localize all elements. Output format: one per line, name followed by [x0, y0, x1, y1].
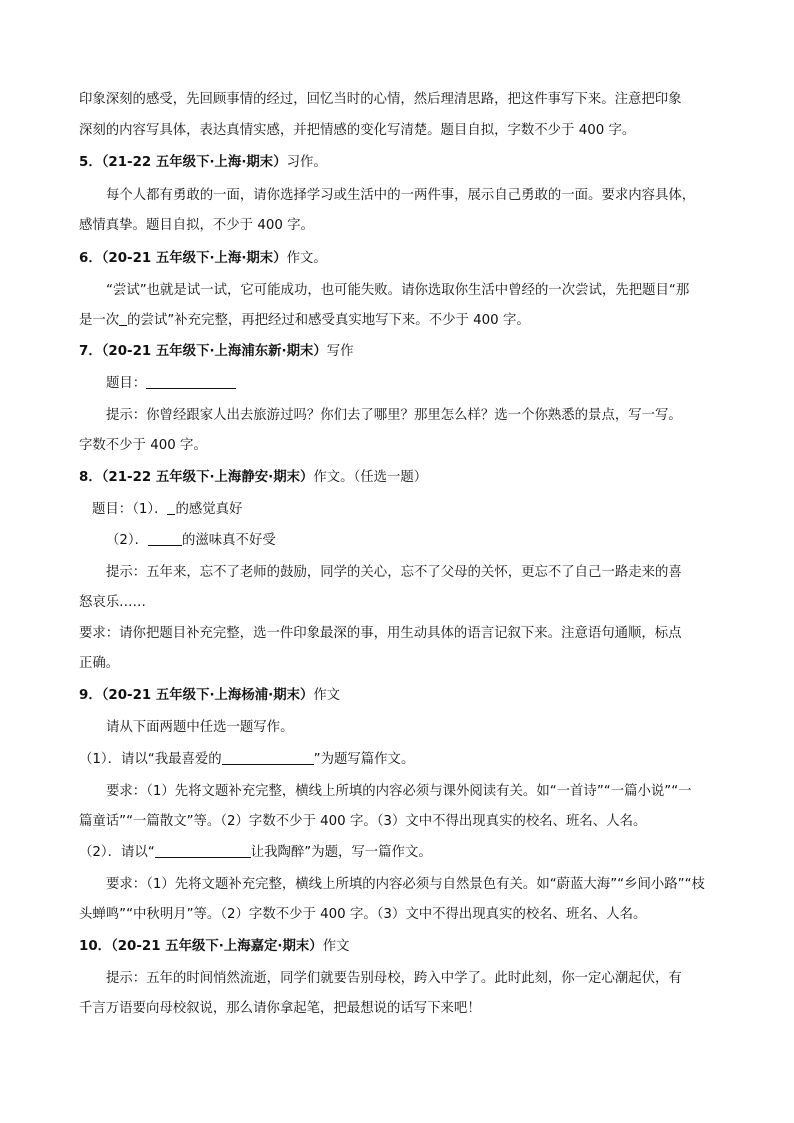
title-label: 题目：	[106, 376, 147, 391]
question-7-title-line	[106, 374, 236, 394]
question-type: 写作	[326, 344, 354, 359]
question-type: 作文。	[286, 251, 327, 266]
question-type: 作文	[322, 939, 350, 954]
question-6-prompt-line-1: “尝试”也就是试一试，它可能成功，也可能失败。请你选取你生活中曾经的一次尝试，先把题目“那	[106, 283, 690, 298]
option-label: （2）．	[106, 533, 148, 548]
question-8-hint-line-1: 提示：五年来，忘不了老师的鼓励，同学的关心，忘不了父母的关怀，更忘不了自己一路走来的喜	[106, 565, 682, 580]
question-6-prompt-line-2	[79, 311, 530, 331]
question-5-prompt-line-1: 每个人都有勇敢的一面，请你选择学习或生活中的一两件事，展示自己勇敢的一面。要求内容具体，	[106, 188, 696, 203]
question-number: 10．	[79, 939, 112, 954]
question-type: 习作。	[286, 155, 327, 170]
intro-line-1: 印象深刻的感受，先回顾事情的经过，回忆当时的心情，然后理清思路，把这件事写下来。注意把印象	[79, 92, 682, 107]
question-6-heading	[79, 249, 327, 269]
question-7-heading	[79, 342, 354, 362]
question-source: （20-21 五年级下·上海嘉定·期末）	[111, 939, 323, 954]
question-8-hint-line-2: 怒哀乐……	[79, 595, 146, 610]
question-number: 8．	[79, 470, 102, 485]
fill-blank	[119, 311, 127, 326]
question-5-prompt-line-2: 感情真挚。题目自拟，不少于 400 字。	[79, 218, 314, 233]
question-number: 6．	[79, 251, 102, 266]
question-type: 作文。（任选一题）	[313, 470, 428, 485]
question-7-hint-line-1: 提示：你曾经跟家人出去旅游过吗？你们去了哪里？那里怎么样？选一个你熟悉的景点，写一写。	[106, 408, 682, 423]
question-8-requirement-line-2: 正确。	[79, 656, 120, 671]
question-9-requirement-2-line-2: 头蝉鸣”“中秋明月”等。（2）字数不少于 400 字。（3）文中不得出现真实的校名、班名、人名。	[79, 907, 647, 922]
option-text: （2）．请以“	[79, 845, 155, 860]
question-10-hint-line-1: 提示：五年的时间悄然流逝，同学们就要告别母校，跨入中学了。此时此刻，你一定心潮起伏，有	[106, 971, 682, 986]
fill-blank	[148, 531, 182, 546]
option-text: （1）．请以“我最喜爱的	[79, 752, 222, 767]
question-number: 7．	[79, 344, 102, 359]
question-number: 5．	[79, 155, 102, 170]
question-9-requirement-2-line-1: 要求：（1）先将文题补充完整，横线上所填的内容必须与自然景色有关。如“蔚蓝大海”“乡间小路”“枝	[106, 877, 705, 892]
intro-line-2: 深刻的内容写具体，表达真情实感，并把情感的变化写清楚。题目自拟，字数不少于 400 字。	[79, 123, 636, 138]
option-text: 的滋味真不好受	[182, 533, 276, 548]
question-7-hint-line-2: 字数不少于 400 字。	[79, 438, 207, 453]
question-5-heading	[79, 153, 327, 173]
question-source: （20-21 五年级下·上海杨浦·期末）	[101, 688, 314, 703]
title-blank	[146, 374, 236, 389]
question-8-heading	[79, 468, 427, 488]
question-9-option-1	[79, 750, 414, 770]
question-9-option-2	[79, 843, 432, 863]
question-9-heading	[79, 686, 340, 706]
option-text: ”为题写篇作文。	[313, 752, 415, 767]
question-9-instruction: 请从下面两题中任选一题写作。	[106, 720, 294, 735]
option-text: 让我陶醉”为题，写一篇作文。	[250, 845, 432, 860]
question-source: （20-21 五年级下·上海·期末）	[101, 251, 287, 266]
question-8-option-2	[106, 531, 276, 551]
question-10-heading	[79, 937, 349, 957]
fill-blank	[155, 843, 251, 858]
question-9-requirement-1-line-1: 要求：（1）先将文题补充完整，横线上所填的内容必须与课外阅读有关。如“一首诗”“一篇小说”“一	[106, 784, 692, 799]
question-source: （21-22 五年级下·上海静安·期末）	[101, 470, 314, 485]
prompt-text: 的尝试”补充完整，再把经过和感受真实地写下来。不少于 400 字。	[127, 313, 530, 328]
option-text: 的感觉真好	[175, 502, 243, 517]
question-source: （20-21 五年级下·上海浦东新·期末）	[101, 344, 327, 359]
question-10-hint-line-2: 千言万语要向母校叙说，那么请你拿起笔，把最想说的话写下来吧！	[79, 1001, 481, 1016]
question-number: 9．	[79, 688, 102, 703]
question-source: （21-22 五年级下·上海·期末）	[101, 155, 287, 170]
title-label: 题目：（1）．	[92, 502, 168, 517]
question-8-option-1	[92, 500, 242, 520]
question-type: 作文	[313, 688, 341, 703]
prompt-text: 是一次	[79, 313, 120, 328]
fill-blank	[222, 750, 314, 765]
question-8-requirement-line-1: 要求：请你把题目补充完整，选一件印象最深的事，用生动具体的语言记叙下来。注意语句通顺，标点	[79, 626, 682, 641]
question-9-requirement-1-line-2: 篇童话”“一篇散文”等。（2）字数不少于 400 字。（3）文中不得出现真实的校名、班名、人名。	[79, 814, 647, 829]
